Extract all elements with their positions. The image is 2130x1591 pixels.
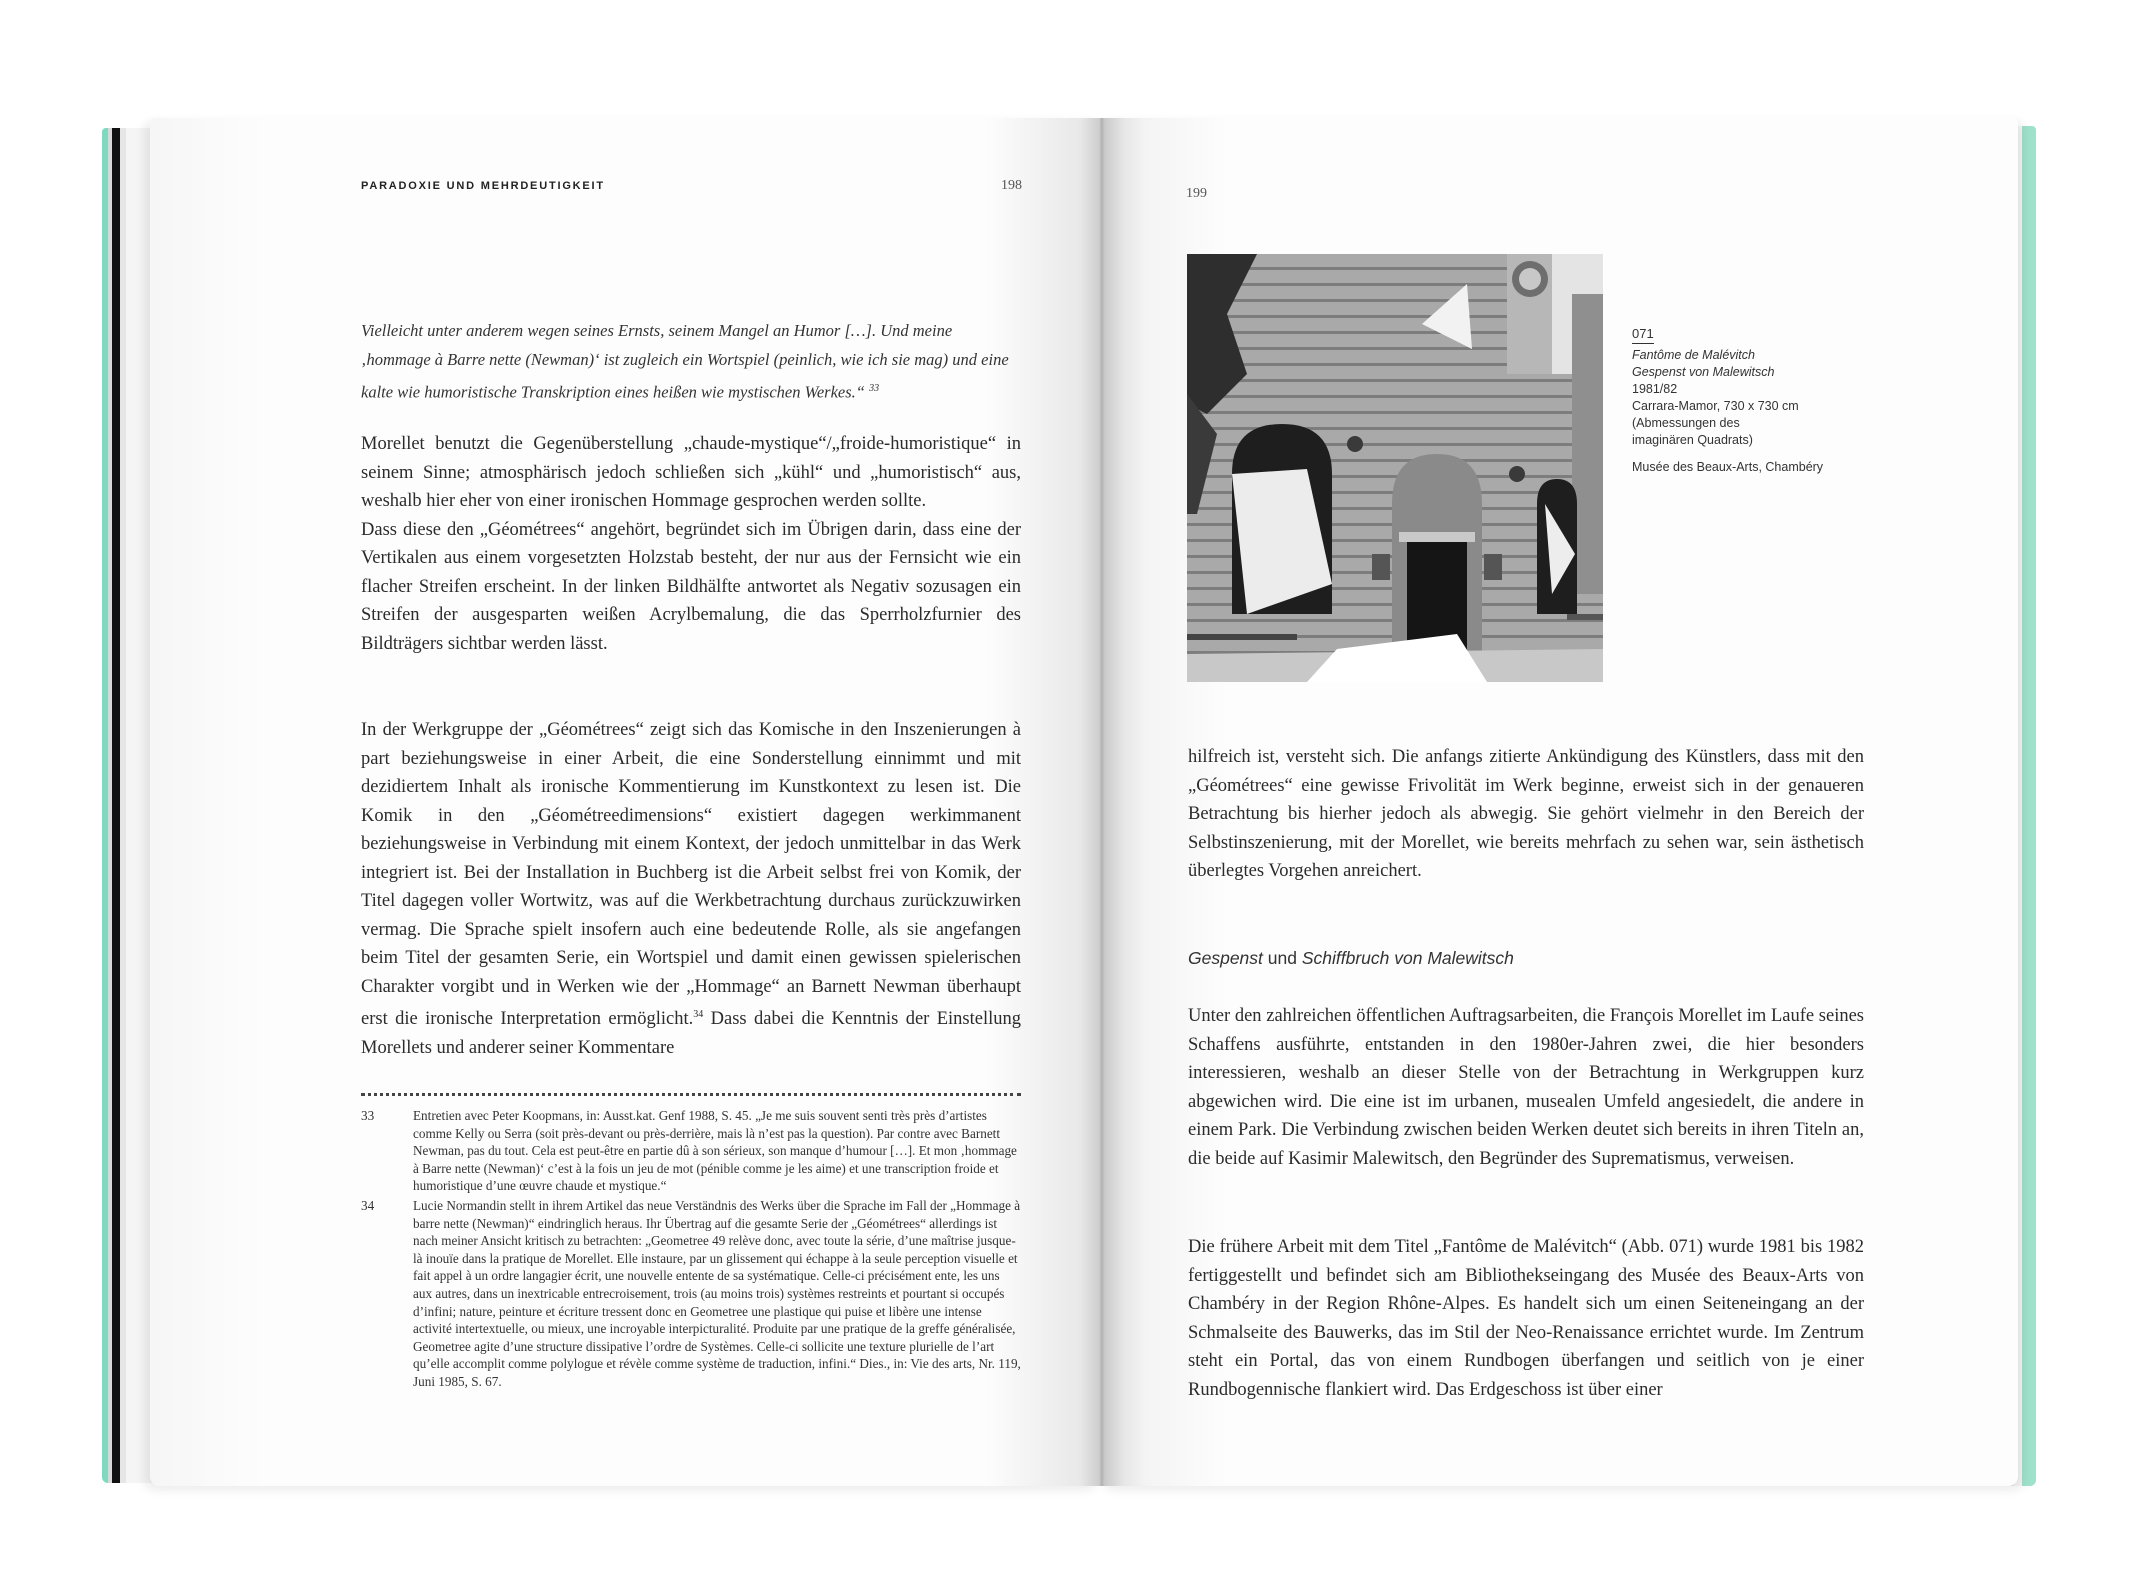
caption-note-1: (Abmessungen des [1632, 416, 1740, 430]
left-paragraph-3 [361, 716, 1021, 1062]
caption-title-fr: Fantôme de Malévitch [1632, 348, 1755, 362]
footnote-33 [361, 1107, 1021, 1195]
figure-number: 071 [1632, 325, 1654, 344]
right-paragraph-2-text: Unter den zahlreichen öffentlichen Auftragsarbeiten, die François Morellet im Laufe seines Schaffens ausführte, entstanden in den 1980er-Jahren zwei, die hier besonders interessieren, weshalb an dieser Stelle von der Betrachtung in Werkgruppen kurz abgewichen wird. Die eine ist im urbanen, musealen Umfeld angesiedelt, die andere in einem Park. Die Verbindung zwischen beiden Werken deutet sich bereits in ihren Titeln an, die beide auf Kasimir Malewitsch, den Begründer des Suprematismus, verweisen. [1188, 1006, 1864, 1169]
block-quote [361, 316, 1021, 407]
right-paragraph-1 [1188, 743, 1864, 886]
footnote-text: Entretien avec Peter Koopmans, in: Ausst.kat. Genf 1988, S. 45. „Je me suis souvent senti très près d’artistes comme Kelly ou Serra (soit près-devant ou près-derrière, mais là n’est pas la question). Par contre avec Barnett Newman, pas du tout. Cela est peut-être en partie dû à son sérieux, son manque d’humour […]. Et mon ‚hommage à Barre nette (Newman)‘ c’est à la fois un jeu de mot (pénible comme je les aime) et une transcription froide et humoristique d’une œuvre chaude et mystique.“ [413, 1108, 1017, 1194]
caption-note-2: imaginären Quadrats) [1632, 433, 1753, 447]
caption-title-de: Gespenst von Malewitsch [1632, 365, 1775, 379]
left-paragraph-1: Morellet benutzt die Gegenüberstellung „chaude-mystique“/„froide-humoristique“ in seinem Sinne; atmosphärisch jedoch schließen sich „kühl“ und „humoristisch“ aus, weshalb hier eher von einer ironischen Hommage gesprochen werden sollte. [361, 434, 1021, 511]
right-paragraph-2 [1188, 1002, 1864, 1173]
left-paragraph-3-text: In der Werkgruppe der „Géométrees“ zeigt sich das Komische in den Inszenierungen à part beziehungsweise in einer Arbeit, die eine Sonderstellung einnimmt und mit dezidiertem Inhalt als ironische Kommentierung im Kunstkontext zu lesen ist. Die Komik in den „Géométreedimensions“ existiert dagegen werkimmanent beziehungsweise in Verbindung mit einem Kontext, der jedoch unmittelbar in das Werk integriert ist. Bei der Installation in Buchberg ist die Arbeit selbst frei von Komik, der Titel dagegen voller Wortwitz, was auf die Werkbetrachtung durchaus zurückzuwirken vermag. Die Sprache spielt insofern auch eine bedeutende Rolle, als sie angefangen beim Titel der gesamten Serie, ein Wortspiel und damit einen gewissen spielerischen Charakter vorgibt und in Werken wie der „Hommage“ an Barnett Newman überhaupt erst die ironische Interpretation ermöglicht. [361, 720, 1021, 1030]
right-paragraph-3-text: Die frühere Arbeit mit dem Titel „Fantôme de Malévitch“ (Abb. 071) wurde 1981 bis 1982 fertiggestellt und befindet sich am Bibliothekseingang des Musée des Beaux-Arts von Chambéry in der Region Rhône-Alpes. Es handelt sich um einen Seiteneingang an der Schmalseite des Bauwerks, das im Stil der Neo-Renaissance errichtet wurde. Im Zentrum steht ein Portal, das von einem Rundbogen überfangen und seitlich von je einer Rundbogennische flankiert wird. Das Erdgeschoss ist über einer [1188, 1237, 1864, 1400]
footnote-34 [361, 1197, 1021, 1391]
section-subheading [1188, 948, 1514, 969]
left-paragraph-2: Dass diese den „Géométrees“ angehört, begründet sich im Übrigen darin, dass eine der Vertikalen aus einem vorgesetzten Holzstab besteht, der nur aus der Fernsicht wie ein flacher Streifen erscheint. In der linken Bildhälfte antwortet als Negativ sozusagen ein Streifen der ausgesparten weißen Acrylbemalung, die das Sperrholzfurnier des Bildträgers sichtbar werden lässt. [361, 519, 1021, 654]
caption-material: Carrara-Mamor, 730 x 730 cm [1632, 399, 1799, 413]
quote-text: Vielleicht unter anderem wegen seines Ernsts, seinem Mangel an Humor […]. Und meine ‚hommage à Barre nette (Newman)‘ ist zugleich ein Wortspiel (peinlich, wie ich sie mag) und eine kalte wie humoristische Transkription eines heißen wie mystischen Werkes.“ [361, 321, 1009, 402]
subheading-part-1: Gespenst [1188, 948, 1263, 968]
footnote-rule [361, 1093, 1021, 1096]
caption-location: Musée des Beaux-Arts, Chambéry [1632, 460, 1824, 474]
caption-year: 1981/82 [1632, 382, 1678, 396]
book-gutter [1080, 118, 1124, 1486]
subheading-part-2: Schiffbruch von Malewitsch [1301, 948, 1514, 968]
footnote-ref-33: 33 [869, 383, 880, 394]
right-paragraph-3 [1188, 1233, 1864, 1404]
page-number-right: 199 [1186, 186, 1207, 201]
left-paragraph-3-tail: Dass dabei die Kenntnis der Einstellung Morellets und anderer seiner Kommentare [361, 1009, 1022, 1058]
building-photo [1187, 254, 1603, 682]
building-photo-illustration [1187, 254, 1603, 682]
footnote-text: Lucie Normandin stellt in ihrem Artikel das neue Verständnis des Werks über die Sprache im Fall der „Hommage à barre nette (Newman)“ eindringlich heraus. Ihr Übertrag auf die gesamte Serie der „Géométrees“ allerdings ist nach meiner Ansicht kritisch zu betrachten: „Geometree 49 relève donc, avec toute la série, d’une maîtrise jusque-là inouïe dans la pratique de Morellet. Elle instaure, par un glissement qui échappe à la seule perception visuelle et fait appel à un ordre langagier écrit, une nouvelle entente de sa systématique. Celle-ci précisément ente, les uns aux autres, dans un inextricable entrecroisement, trois (au moins trois) systèmes restreints et pourtant si occupés d’infini; nature, peinture et écriture tressent donc en Geometree une plastique qui puise et libère une intense activité intertextuelle, ou mieux, une incroyable interpicturalité. Produite par une pratique de la greffe généralisée, Geometree agite d’une structure dissipative l’ordre de Systèmes. Celle-ci sollicite une texture plurielle de l’art qu’elle accomplit comme polylogue et révèle comme système de traduction, infini.“ Dies., in: Vie des arts, Nr. 119, Juni 1985, S. 67. [413, 1197, 1021, 1389]
subheading-connector: und [1267, 948, 1297, 968]
left-paragraph-1-2 [361, 430, 1021, 658]
footnote-number: 34 [361, 1197, 375, 1213]
figure-caption [1632, 325, 1842, 476]
running-head: PARADOXIE UND MEHRDEUTIGKEIT [361, 180, 605, 192]
footnotes [361, 1107, 1021, 1393]
footnote-number: 33 [361, 1108, 375, 1123]
right-paragraph-1-text: hilfreich ist, versteht sich. Die anfangs zitierte Ankündigung des Künstlers, dass mit den „Géométrees“ eine gewisse Frivolität im Werk beginne, erweist sich in der genaueren Betrachtung bis hierher jedoch als abwegig. Sie gehört vielmehr in den Bereich der Selbstinszenierung, mit der Morellet, wie bereits mehrfach zu sehen war, sein ästhetisch überlegtes Vorgehen anreichert. [1188, 747, 1864, 881]
page-number-left: 198 [1001, 178, 1022, 193]
footnote-ref-34: 34 [693, 1009, 704, 1020]
